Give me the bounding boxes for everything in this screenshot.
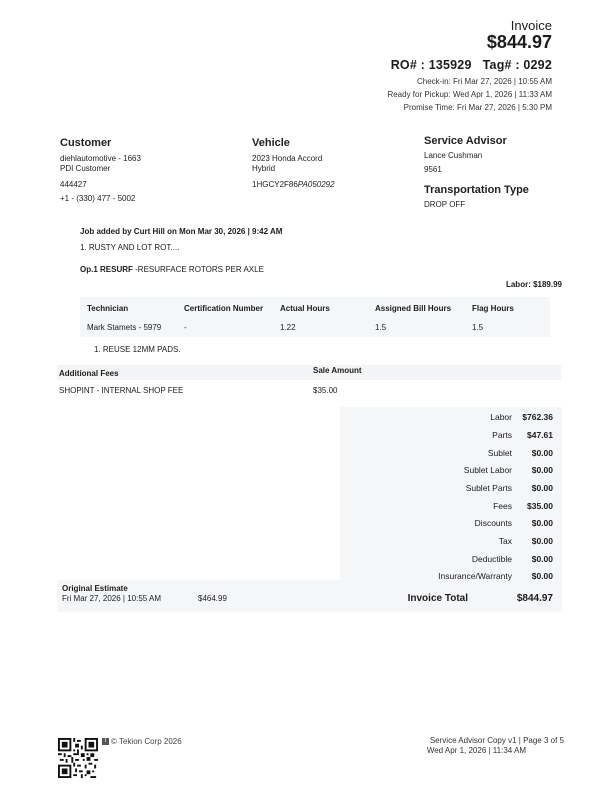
job-concern: 1. RUSTY AND LOT ROT.... [80, 243, 180, 252]
transport-value: DROP OFF [424, 200, 466, 209]
customer-section [60, 137, 141, 203]
total-value-tax: $0.00 [531, 536, 553, 546]
vehicle-section [252, 137, 335, 189]
footer-copy-page: Service Advisor Copy v1 | Page 3 of 5 [429, 736, 564, 745]
operation-line [80, 265, 264, 274]
original-estimate-date: Fri Mar 27, 2026 | 10:55 AM [62, 594, 162, 603]
fees-header-amount: Sale Amount [313, 366, 362, 375]
original-estimate-label: Original Estimate [62, 584, 128, 593]
invoice-total-label: Invoice Total [407, 593, 468, 604]
total-value-parts: $47.61 [527, 430, 553, 440]
labor-table [80, 297, 550, 337]
check-in-time: Check-in: Fri Mar 27, 2026 | 10:55 AM [416, 77, 552, 86]
total-label-deductible: Deductible [471, 554, 512, 564]
fee-item-amount: $35.00 [313, 386, 338, 395]
advisor-id: 9561 [424, 165, 442, 174]
job-note: 1. REUSE 12MM PADS. [94, 345, 181, 354]
total-value-deductible: $0.00 [531, 554, 553, 564]
footer-printed-time: Wed Apr 1, 2026 | 11:34 AM [426, 746, 526, 755]
cell-assigned-hours: 1.5 [375, 323, 387, 332]
vehicle-trim: Hybrid [252, 164, 276, 173]
invoice-label: Invoice [510, 18, 552, 33]
customer-type: PDI Customer [60, 164, 111, 173]
total-value-sublet-parts: $0.00 [531, 483, 553, 493]
advisor-name: Lance Cushman [424, 151, 483, 160]
total-label-tax: Tax [498, 536, 512, 546]
ready-for-pickup-time: Ready for Pickup: Wed Apr 1, 2026 | 11:33 AM [387, 90, 552, 99]
total-value-insurance: $0.00 [531, 571, 553, 581]
job-added-by: Job added by Curt Hill on Mon Mar 30, 2026 | 9:42 AM [80, 227, 283, 236]
cell-technician: Mark Stamets - 5979 [87, 323, 162, 332]
original-estimate-amount: $464.99 [198, 594, 227, 603]
advisor-section [424, 135, 529, 209]
fees-header-label: Additional Fees [59, 369, 119, 378]
customer-number: 444427 [60, 180, 87, 189]
col-assigned-hours: Assigned Bill Hours [375, 304, 452, 313]
op-description: -RESURFACE ROTORS PER AXLE [132, 265, 264, 274]
transport-title: Transportation Type [424, 184, 529, 196]
vehicle-vin [252, 180, 335, 189]
col-technician: Technician [87, 304, 129, 313]
total-value-discounts: $0.00 [531, 518, 553, 528]
vehicle-title: Vehicle [252, 137, 290, 149]
total-label-discounts: Discounts [474, 518, 512, 528]
total-label-sublet: Sublet [487, 448, 512, 458]
ro-tag-line: RO# : 135929 Tag# : 0292 [390, 58, 552, 72]
col-flag-hours: Flag Hours [472, 304, 514, 313]
cell-certification: - [184, 323, 187, 332]
total-value-sublet-labor: $0.00 [531, 465, 553, 475]
promise-time: Promise Time: Fri Mar 27, 2026 | 5:30 PM [403, 103, 552, 112]
total-label-fees: Fees [493, 501, 512, 511]
total-value-sublet: $0.00 [531, 448, 553, 458]
total-value-labor: $762.36 [522, 412, 553, 422]
customer-title: Customer [60, 137, 112, 149]
col-actual-hours: Actual Hours [280, 304, 330, 313]
customer-phone: +1 - (330) 477 - 5002 [60, 194, 136, 203]
invoice-total-value: $844.97 [516, 593, 553, 604]
fees-header [57, 365, 561, 380]
total-label-labor: Labor [490, 412, 512, 422]
qr-code-icon [58, 738, 98, 778]
cell-flag-hours: 1.5 [472, 323, 484, 332]
total-label-sublet-labor: Sublet Labor [463, 465, 512, 475]
total-label-sublet-parts: Sublet Parts [465, 483, 512, 493]
labor-subtotal: Labor: $189.99 [505, 280, 562, 289]
total-label-insurance: Insurance/Warranty [438, 571, 512, 581]
total-label-parts: Parts [492, 430, 512, 440]
vehicle-model: 2023 Honda Accord [252, 154, 323, 163]
copyright-text: © Tekion Corp 2026 [111, 737, 182, 746]
vin-prefix: 1HGCY2F86 [252, 180, 298, 189]
col-certification: Certification Number [184, 304, 264, 313]
cell-actual-hours: 1.22 [280, 323, 296, 332]
total-value-fees: $35.00 [527, 501, 553, 511]
customer-name: diehlautomotive - 1663 [60, 154, 141, 163]
tekion-logo-icon: T [103, 738, 108, 745]
op-code: Op.1 RESURF [80, 265, 133, 274]
invoice-total-amount: $844.97 [486, 32, 552, 52]
copyright-line [102, 737, 182, 746]
advisor-title: Service Advisor [424, 135, 507, 147]
fee-item-label: SHOPINT - INTERNAL SHOP FEE [59, 386, 184, 395]
vin-suffix: PA050292 [297, 180, 335, 189]
